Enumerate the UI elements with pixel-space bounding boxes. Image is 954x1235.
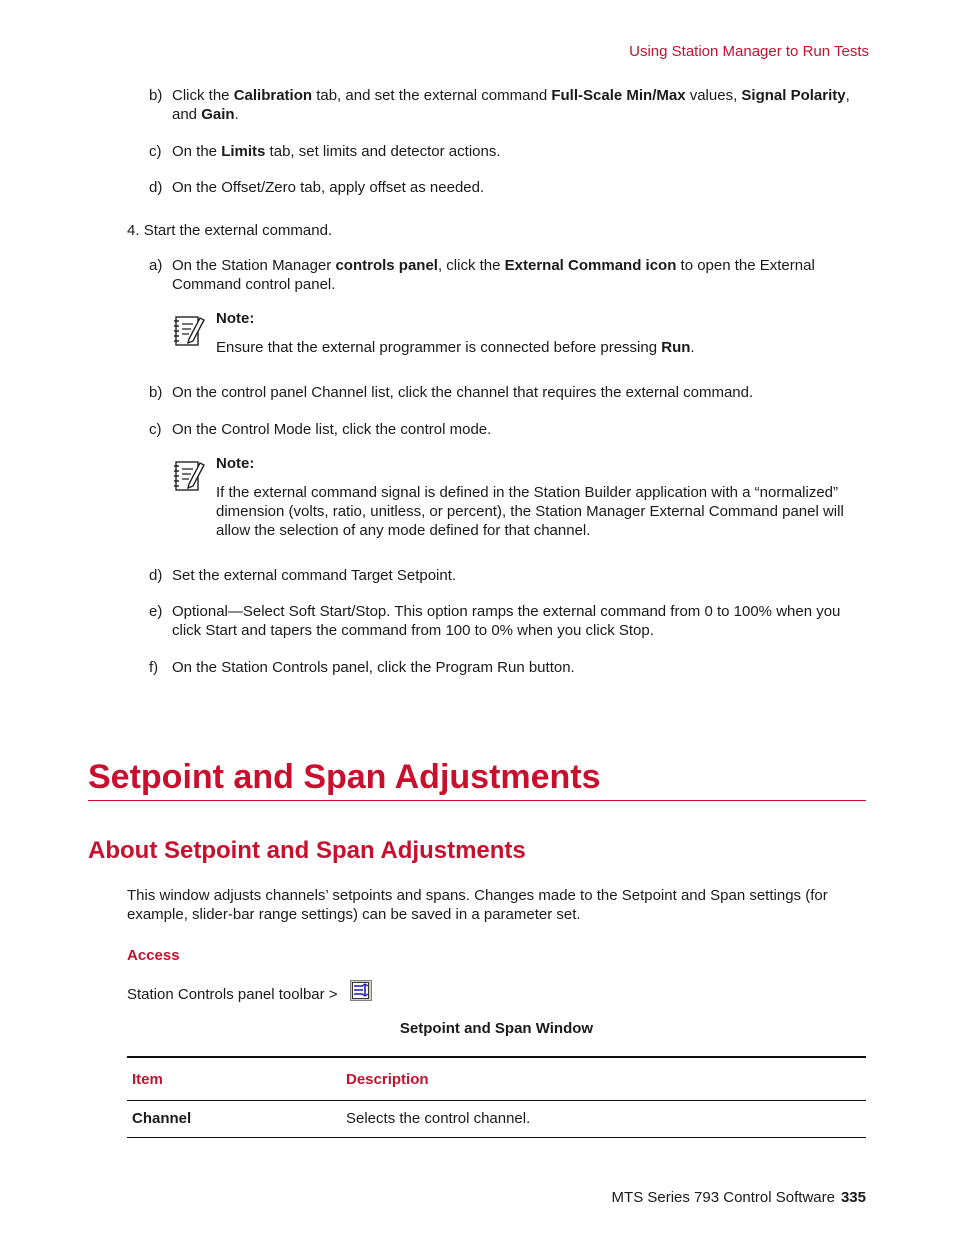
step-text: Optional—Select Soft Start/Stop. This option ramps the external command from 0 to 100% when you: [172, 603, 841, 620]
step-4: [127, 222, 332, 239]
table-bottom-rule: [127, 1137, 866, 1138]
table-top-rule: [127, 1056, 866, 1058]
bold-term: controls panel: [335, 257, 438, 274]
bold-term: Signal Polarity: [741, 87, 846, 104]
text-run: On the: [172, 143, 222, 160]
text-run: , click the: [437, 257, 505, 274]
step-text: Set the external command Target Setpoint.: [172, 567, 457, 584]
text-run: tab, and set the external command: [312, 87, 552, 104]
step-label: a): [149, 257, 163, 274]
page-footer: [612, 1189, 866, 1206]
intro-line: This window adjusts channels’ setpoints and spans. Changes made to the Setpoint and Span settings (for: [127, 887, 828, 904]
subsection-heading: About Setpoint and Span Adjustments: [88, 837, 526, 864]
step-label: d): [149, 179, 163, 196]
access-heading: Access: [127, 947, 180, 964]
text-run: tab, set limits and detector actions.: [265, 143, 501, 160]
step-text: Start the external command.: [143, 222, 333, 239]
note-line: dimension (volts, ratio, unitless, or percent), the Station Manager External Command panel will: [216, 503, 844, 520]
step-label: f): [149, 659, 159, 676]
text-run: Command control panel.: [172, 276, 336, 293]
table-header-item: Item: [132, 1071, 163, 1088]
step-4f: [149, 658, 869, 677]
note-title: Note:: [216, 455, 255, 472]
setpoint-span-toolbar-icon: [350, 980, 372, 1001]
step-text: [172, 256, 869, 275]
step-text-cont: click Start and tapers the command from 100 to 0% when you click Stop.: [172, 622, 654, 639]
text-run: and: [172, 106, 202, 123]
bold-term: Calibration: [233, 87, 313, 104]
step-4c: [149, 420, 869, 439]
step-4d: [149, 566, 869, 585]
text-run: to open the External: [676, 257, 815, 274]
note-line: allow the selection of any mode defined for that channel.: [216, 522, 591, 539]
section-heading: Setpoint and Span Adjustments: [88, 758, 601, 796]
footer-product: MTS Series 793 Control Software: [611, 1189, 835, 1206]
step-text: On the Station Controls panel, click the Program Run button.: [172, 659, 575, 676]
step-label: c): [149, 421, 162, 438]
section-rule: [88, 800, 866, 801]
step-text: On the control panel Channel list, click the channel that requires the external command.: [172, 384, 754, 401]
step-number: 4.: [127, 222, 140, 239]
intro-paragraph: [127, 886, 867, 924]
step-4e: [149, 602, 869, 640]
text-run: Click the: [172, 87, 234, 104]
text-run: On the Station Manager: [172, 257, 336, 274]
text-run: ,: [845, 87, 850, 104]
step-4b: [149, 383, 869, 402]
bold-term: Full-Scale Min/Max: [551, 87, 686, 104]
step-text: [172, 178, 869, 197]
intro-line: example, slider-bar range settings) can be saved in a parameter set.: [127, 906, 581, 923]
step-b-calibration: [149, 86, 869, 124]
text-run: .: [690, 339, 695, 356]
page-number: 335: [840, 1189, 866, 1206]
step-d-offset: [149, 178, 869, 197]
access-path: Station Controls panel toolbar >: [127, 986, 338, 1003]
text-run: values,: [685, 87, 742, 104]
running-header: Using Station Manager to Run Tests: [629, 43, 869, 60]
table-header-rule: [127, 1100, 866, 1101]
note-pencil-icon: [172, 312, 206, 348]
note-line: If the external command signal is defined in the Station Builder application with a “normalized”: [216, 484, 839, 501]
step-text-cont: [172, 105, 869, 124]
step-text: [172, 142, 869, 161]
table-header-description: Description: [346, 1071, 429, 1088]
note-title: Note:: [216, 310, 255, 327]
text-run: Ensure that the external programmer is connected before pressing: [216, 339, 662, 356]
bold-term: Run: [661, 339, 691, 356]
step-label: b): [149, 87, 163, 104]
note-pencil-icon: [172, 457, 206, 493]
step-label: c): [149, 143, 162, 160]
bold-term: Gain: [201, 106, 235, 123]
text-run: On the Offset/Zero tab, apply offset as needed.: [172, 179, 485, 196]
step-label: e): [149, 603, 163, 620]
table-cell-description: Selects the control channel.: [346, 1110, 531, 1127]
step-label: d): [149, 567, 163, 584]
step-c-limits: [149, 142, 869, 161]
bold-term: External Command icon: [504, 257, 677, 274]
step-text-cont: [172, 275, 869, 294]
note-body: [216, 483, 871, 540]
note-body: [216, 338, 871, 357]
text-run: .: [234, 106, 239, 123]
step-4a: [149, 256, 869, 294]
bold-term: Limits: [221, 143, 266, 160]
step-label: b): [149, 384, 163, 401]
step-text: On the Control Mode list, click the control mode.: [172, 421, 492, 438]
table-caption: Setpoint and Span Window: [399, 1020, 594, 1037]
step-text: [172, 86, 869, 105]
table-cell-item: Channel: [132, 1110, 192, 1127]
